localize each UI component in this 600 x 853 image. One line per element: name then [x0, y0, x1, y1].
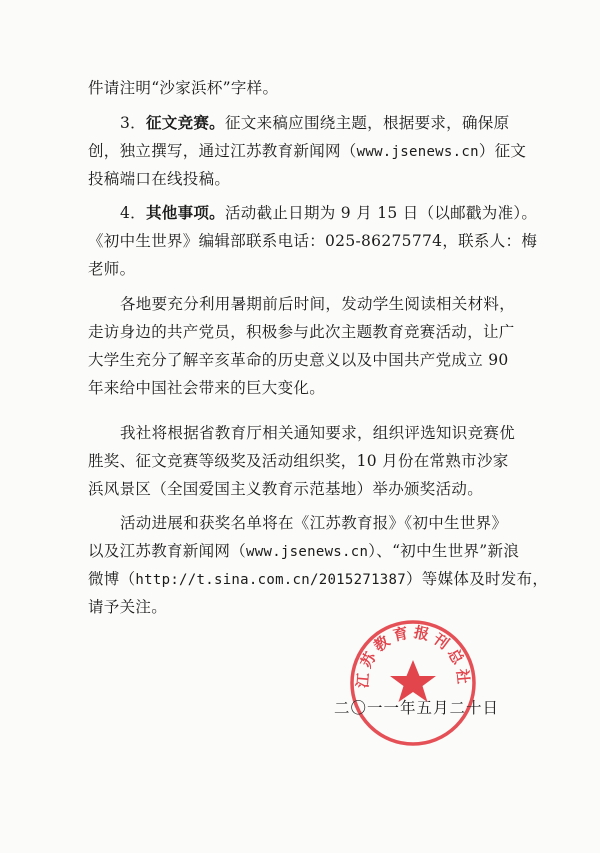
official-seal-icon — [348, 618, 478, 748]
para-3-text-a: 以及江苏教育新闻网（ — [88, 542, 247, 560]
para-3-line-1: 活动进展和获奖名单将在《江苏教育报》《初中生世界》 — [120, 514, 508, 532]
para-3-line-4: 请予关注。 — [88, 598, 168, 616]
website-link: www.jsenews.cn — [356, 144, 479, 160]
item-4-line-2: 《初中生世界》编辑部联系电话：025-86275774，联系人：梅 — [88, 232, 538, 250]
para-1-line-3: 大学生充分了解辛亥革命的历史意义以及中国共产党成立 90 — [88, 351, 509, 369]
website-link: www.jsenews.cn — [246, 544, 369, 560]
item-4-number: 4． — [120, 204, 146, 222]
para-1-line-4: 年来给中国社会带来的巨大变化。 — [88, 379, 326, 397]
para-2-line-1: 我社将根据省教育厅相关通知要求，组织评选知识竞赛优 — [120, 424, 516, 442]
item-4-line-3: 老师。 — [88, 260, 136, 278]
para-2-line-3: 浜风景区（全国爱国主义教育示范基地）举办颁奖活动。 — [88, 480, 484, 498]
para-1-line-2: 走访身边的共产党员，积极参与此次主题教育竞赛活动，让广 — [88, 323, 515, 341]
para-3-line-2 — [88, 541, 519, 562]
item-3-line-3: 投稿端口在线投稿。 — [88, 170, 231, 188]
item-3-text-a: 创，独立撰写，通过江苏教育新闻网（ — [88, 142, 357, 160]
para-1-line-1: 各地要充分利用暑期前后时间，发动学生阅读相关材料， — [120, 295, 516, 313]
item-3-line-2 — [88, 141, 526, 162]
para-3-text-d: ）等媒体及时发布， — [406, 570, 549, 588]
item-4-title: 其他事项。 — [145, 203, 225, 222]
item-3-text-b: ）征文 — [478, 142, 527, 160]
item-3-line-1 — [120, 113, 509, 133]
seal-text: 江苏教育报刊总社 — [353, 623, 473, 689]
text-line: 件请注明“沙家浜杯”字样。 — [88, 79, 279, 97]
para-3-line-3 — [88, 569, 548, 590]
item-3-title: 征文竞赛。 — [145, 113, 225, 132]
item-3-text: 征文来稿应围绕主题，根据要求，确保原 — [224, 114, 510, 132]
para-3-text-c: 微博（ — [88, 570, 136, 588]
item-3-number: 3． — [120, 114, 146, 132]
document-date: 二〇一一年五月二十日 — [334, 699, 500, 717]
item-4-line-1 — [120, 203, 537, 223]
item-4-text: 活动截止日期为 9 月 15 日（以邮戳为准）。 — [224, 204, 538, 222]
para-3-text-b: ）、“初中生世界”新浪 — [368, 542, 520, 560]
weibo-link: http://t.sina.com.cn/2015271387 — [135, 572, 406, 588]
para-2-line-2: 胜奖、征文竞赛等级奖及活动组织奖，10 月份在常熟市沙家 — [88, 452, 509, 470]
